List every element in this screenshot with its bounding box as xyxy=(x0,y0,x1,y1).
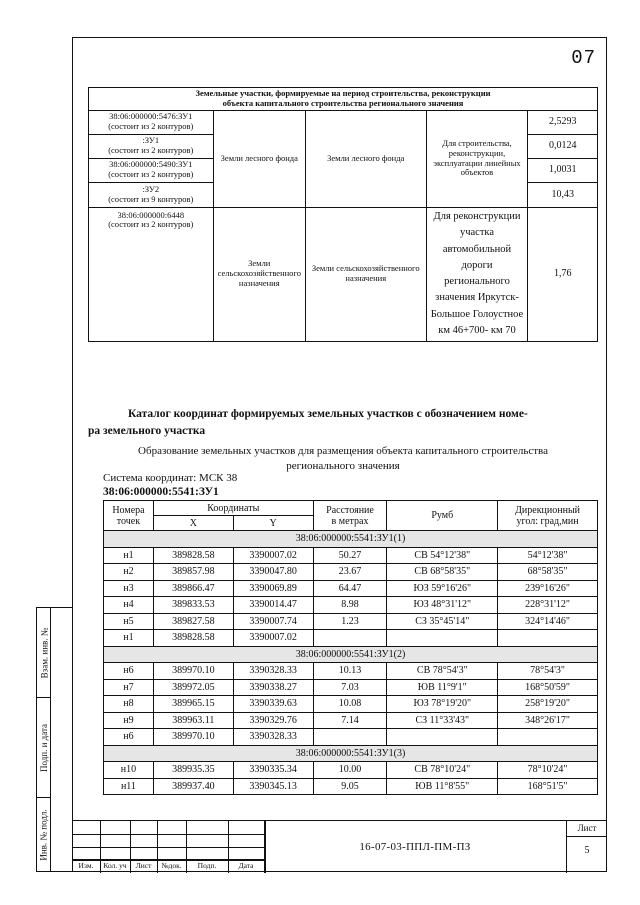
rumb-cell: СЗ 11°33'43" xyxy=(387,712,498,729)
x-cell: 389866.47 xyxy=(153,580,233,597)
group-row xyxy=(104,531,598,548)
area-cell: 10,43 xyxy=(528,182,598,207)
x-cell: 389935.35 xyxy=(153,762,233,779)
table-row xyxy=(104,597,598,614)
point-number-cell: н1 xyxy=(104,547,154,564)
table-row xyxy=(104,712,598,729)
sidebar-stamps xyxy=(36,607,72,872)
rumb-cell: ЮВ 11°9'1" xyxy=(387,679,498,696)
sheet-number: 07 xyxy=(571,47,596,69)
y-cell: 3390338.27 xyxy=(233,679,313,696)
table-row xyxy=(104,729,598,746)
coordinates-table xyxy=(103,500,598,795)
y-cell: 3390328.33 xyxy=(233,663,313,680)
table-row xyxy=(104,762,598,779)
x-cell: 389857.98 xyxy=(153,564,233,581)
x-cell: 389828.58 xyxy=(153,547,233,564)
distance-cell xyxy=(313,630,387,647)
y-cell: 3390328.33 xyxy=(233,729,313,746)
group-label: 38:06:000000:5541:ЗУ1(1) xyxy=(104,531,598,548)
table-row xyxy=(89,110,598,134)
distance-cell: 7.14 xyxy=(313,712,387,729)
col-header-x: X xyxy=(153,516,233,531)
cadastral-cell: :ЗУ1 (состоит из 2 контуров) xyxy=(89,134,214,158)
col-header-distance: Расстояние в метрах xyxy=(313,501,387,531)
direction-angle-cell: 348°26'17" xyxy=(498,712,598,729)
group-label: 38:06:000000:5541:ЗУ1(2) xyxy=(104,646,598,663)
sidebar-label-podp: Подп. и дата xyxy=(39,723,49,773)
y-cell: 3390335.34 xyxy=(233,762,313,779)
y-cell: 3390069.89 xyxy=(233,580,313,597)
y-cell: 3390329.76 xyxy=(233,712,313,729)
rumb-cell: ЮЗ 48°31'12" xyxy=(387,597,498,614)
x-cell: 389972.05 xyxy=(153,679,233,696)
document-code: 16-07-03-ППЛ-ПМ-ПЗ xyxy=(359,841,471,853)
table-row xyxy=(89,207,598,341)
y-cell: 3390007.02 xyxy=(233,547,313,564)
distance-cell: 10.13 xyxy=(313,663,387,680)
table-title: Земельные участки, формируемые на период строительства, реконструкции объекта капитального строительства регионального значения xyxy=(89,88,598,111)
distance-cell: 64.47 xyxy=(313,580,387,597)
x-cell: 389937.40 xyxy=(153,778,233,795)
x-cell: 389970.10 xyxy=(153,663,233,680)
y-cell: 3390014.47 xyxy=(233,597,313,614)
point-number-cell: н4 xyxy=(104,597,154,614)
direction-angle-cell: 228°31'12" xyxy=(498,597,598,614)
tb-label-ndok: №док. xyxy=(161,861,182,870)
direction-angle-cell xyxy=(498,630,598,647)
cadastral-cell: :ЗУ2 (состоит из 9 контуров) xyxy=(89,182,214,207)
rumb-cell: ЮЗ 78°19'20" xyxy=(387,696,498,713)
tb-label-list: Лист xyxy=(135,861,152,870)
x-cell: 389963.11 xyxy=(153,712,233,729)
tb-label-data: Дата xyxy=(238,861,254,870)
table-row xyxy=(104,580,598,597)
catalog-subheading: Образование земельных участков для размещения объекта капитального строительства регионального значения xyxy=(138,445,548,472)
area-cell: 1,0031 xyxy=(528,158,598,182)
y-cell: 3390345.13 xyxy=(233,778,313,795)
category-cell: Земли лесного фонда xyxy=(213,110,305,207)
direction-angle-cell xyxy=(498,729,598,746)
distance-cell: 1.23 xyxy=(313,613,387,630)
sheet-label: Лист xyxy=(577,823,597,833)
rumb-cell: ЮЗ 59°16'26" xyxy=(387,580,498,597)
x-cell: 389827.58 xyxy=(153,613,233,630)
rumb-cell xyxy=(387,729,498,746)
x-cell: 389833.53 xyxy=(153,597,233,614)
point-number-cell: н7 xyxy=(104,679,154,696)
point-number-cell: н6 xyxy=(104,663,154,680)
catalog-heading: Каталог координат формируемых земельных участков с обозначением номе- ра земельного участка xyxy=(88,408,528,437)
group-row xyxy=(104,745,598,762)
cadastral-cell: 38:06:000000:5476:ЗУ1 (состоит из 2 контуров) xyxy=(89,110,214,134)
cadastral-cell: 38:06:000000:6448 (состоит из 2 контуров) xyxy=(89,207,214,341)
direction-angle-cell: 239°16'26" xyxy=(498,580,598,597)
tb-label-podp: Подп. xyxy=(197,861,217,870)
direction-angle-cell: 168°50'59" xyxy=(498,679,598,696)
use-cell: Земли сельскохозяйственного назначения xyxy=(305,207,426,341)
tb-label-izm: Изм. xyxy=(78,861,94,870)
coordinate-system: Система координат: МСК 38 xyxy=(103,472,238,484)
x-cell: 389828.58 xyxy=(153,630,233,647)
direction-angle-cell: 324°14'46" xyxy=(498,613,598,630)
col-header-direction: Дирекционный угол: град,мин xyxy=(498,501,598,531)
table-row xyxy=(104,630,598,647)
table-row xyxy=(104,696,598,713)
table-row xyxy=(104,564,598,581)
distance-cell xyxy=(313,729,387,746)
y-cell: 3390047.80 xyxy=(233,564,313,581)
col-header-y: Y xyxy=(233,516,313,531)
cadastral-cell: 38:06:000000:5490:ЗУ1 (состоит из 2 контуров) xyxy=(89,158,214,182)
table-title-row xyxy=(89,88,598,111)
y-cell: 3390007.74 xyxy=(233,613,313,630)
land-plots-table xyxy=(88,87,598,342)
point-number-cell: н11 xyxy=(104,778,154,795)
rumb-cell: СВ 78°54'3" xyxy=(387,663,498,680)
sidebar-label-inv: Инв. № подл. xyxy=(39,808,49,861)
point-number-cell: н10 xyxy=(104,762,154,779)
distance-cell: 9.05 xyxy=(313,778,387,795)
rumb-cell: СВ 78°10'24" xyxy=(387,762,498,779)
table-header-row xyxy=(104,501,598,516)
purpose-cell: Для реконструкции участка автомобильной дороги регионального значения Иркутск-Большое Голоустное км 46+700- км 70 xyxy=(426,207,528,341)
table-row xyxy=(104,613,598,630)
use-cell: Земли лесного фонда xyxy=(305,110,426,207)
distance-cell: 10.00 xyxy=(313,762,387,779)
rumb-cell: ЮВ 11°8'55" xyxy=(387,778,498,795)
area-cell: 1,76 xyxy=(528,207,598,341)
rumb-cell: СЗ 35°45'14" xyxy=(387,613,498,630)
sheet-page-number: 5 xyxy=(584,845,590,856)
x-cell: 389965.15 xyxy=(153,696,233,713)
x-cell: 389970.10 xyxy=(153,729,233,746)
category-cell: Земли сельскохозяйственного назначения xyxy=(213,207,305,341)
rumb-cell: СВ 68°58'35" xyxy=(387,564,498,581)
group-row xyxy=(104,646,598,663)
direction-angle-cell: 258°19'20" xyxy=(498,696,598,713)
point-number-cell: н5 xyxy=(104,613,154,630)
distance-cell: 10.08 xyxy=(313,696,387,713)
distance-cell: 23.67 xyxy=(313,564,387,581)
direction-angle-cell: 54°12'38" xyxy=(498,547,598,564)
group-label: 38:06:000000:5541:ЗУ1(3) xyxy=(104,745,598,762)
direction-angle-cell: 68°58'35" xyxy=(498,564,598,581)
purpose-cell: Для строительства, реконструкции, эксплуатации линейных объектов xyxy=(426,110,528,207)
area-cell: 0,0124 xyxy=(528,134,598,158)
rumb-cell: СВ 54°12'38" xyxy=(387,547,498,564)
distance-cell: 8.98 xyxy=(313,597,387,614)
table-row xyxy=(104,679,598,696)
rumb-cell xyxy=(387,630,498,647)
col-header-coords: Координаты xyxy=(153,501,313,516)
direction-angle-cell: 78°10'24" xyxy=(498,762,598,779)
point-number-cell: н8 xyxy=(104,696,154,713)
table-row xyxy=(104,663,598,680)
parcel-id: 38:06:000000:5541:ЗУ1 xyxy=(103,486,219,498)
coordinates-table-body xyxy=(104,531,598,795)
distance-cell: 50.27 xyxy=(313,547,387,564)
col-header-rumb: Румб xyxy=(387,501,498,531)
tb-label-kol: Кол. уч xyxy=(103,861,127,870)
table-row xyxy=(104,547,598,564)
area-cell: 2,5293 xyxy=(528,110,598,134)
distance-cell: 7.03 xyxy=(313,679,387,696)
direction-angle-cell: 168°51'5" xyxy=(498,778,598,795)
point-number-cell: н6 xyxy=(104,729,154,746)
point-number-cell: н3 xyxy=(104,580,154,597)
point-number-cell: н9 xyxy=(104,712,154,729)
direction-angle-cell: 78°54'3" xyxy=(498,663,598,680)
y-cell: 3390007.02 xyxy=(233,630,313,647)
y-cell: 3390339.63 xyxy=(233,696,313,713)
col-header-number: Номера точек xyxy=(104,501,154,531)
point-number-cell: н1 xyxy=(104,630,154,647)
point-number-cell: н2 xyxy=(104,564,154,581)
sidebar-label-vzam: Взам. инв. № xyxy=(39,627,49,679)
table-row xyxy=(104,778,598,795)
